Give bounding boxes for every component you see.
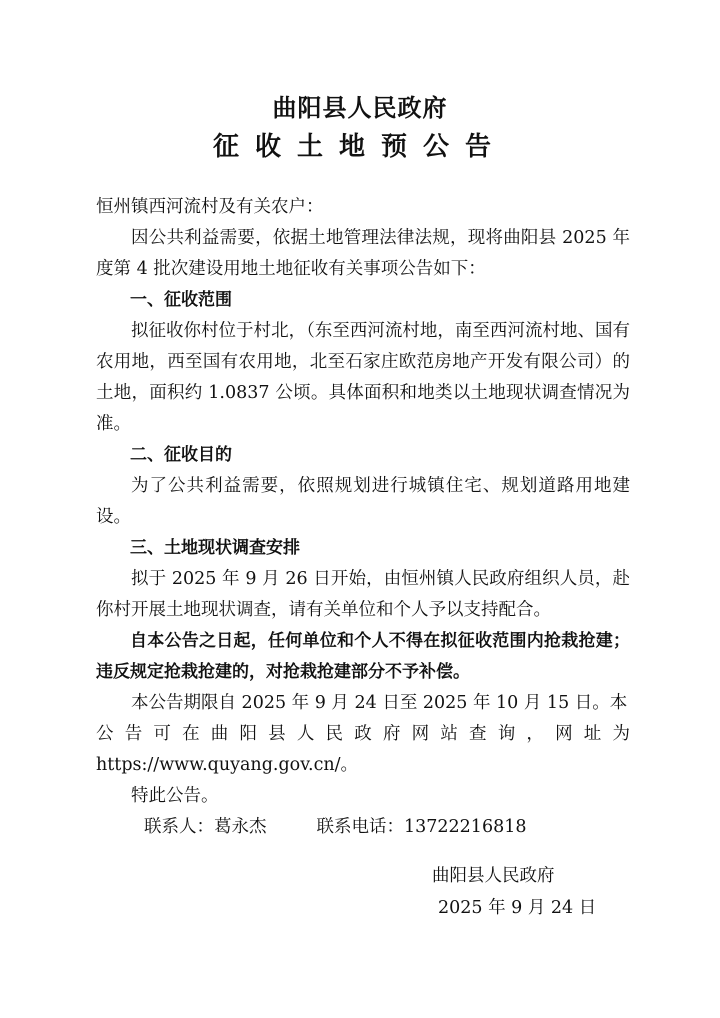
salutation: 恒州镇西河流村及有关农户：	[96, 197, 324, 217]
issuer-title: 曲阳县人民政府	[272, 94, 448, 122]
section2-heading: 二、征收目的	[130, 445, 232, 465]
section1-heading: 一、征收范围	[130, 290, 232, 310]
section1-text: 拟征收你村位于村北，（东至西河流村地，南至西河流村地、国有农用地，西至国有农用地，北至石家庄欧范房地产开发有限公司）的土地，面积约 1.0837 公顷。具体面积和地类以土地现状调查情况为准。	[96, 321, 630, 434]
period-line-2: 公告可在曲阳县人民政府网站查询，网址为	[96, 724, 630, 744]
signature-date: 2025 年 9 月 24 日	[438, 898, 597, 918]
section3-heading: 三、土地现状调查安排	[130, 538, 300, 558]
period-line-1: 本公告期限自 2025 年 9 月 24 日至 2025 年 10 月 15 日。本	[131, 693, 628, 713]
website-url: https://www.quyang.gov.cn/。	[96, 755, 359, 775]
contact-line	[96, 812, 630, 843]
contact-person: 联系人：葛永杰	[144, 817, 267, 837]
announcement-body	[96, 192, 630, 843]
signature-org: 曲阳县人民政府	[432, 866, 555, 886]
contact-phone: 联系电话：13722216818	[316, 817, 527, 837]
intro-paragraph: 因公共利益需要，依据土地管理法律法规，现将曲阳县 2025 年度第 4 批次建设用地土地征收有关事项公告如下：	[96, 228, 630, 279]
warning-paragraph: 自本公告之日起，任何单位和个人不得在拟征收范围内抢栽抢建；违反规定抢栽抢建的，对抢栽抢建部分不予补偿。	[96, 631, 630, 682]
closing-text: 特此公告。	[131, 786, 219, 806]
section3-text: 拟于 2025 年 9 月 26 日开始，由恒州镇人民政府组织人员，赴你村开展土地现状调查，请有关单位和个人予以支持配合。	[96, 569, 630, 620]
document-title: 征收土地预公告	[212, 132, 507, 162]
section2-text: 为了公共利益需要，依照规划进行城镇住宅、规划道路用地建设。	[96, 476, 630, 527]
